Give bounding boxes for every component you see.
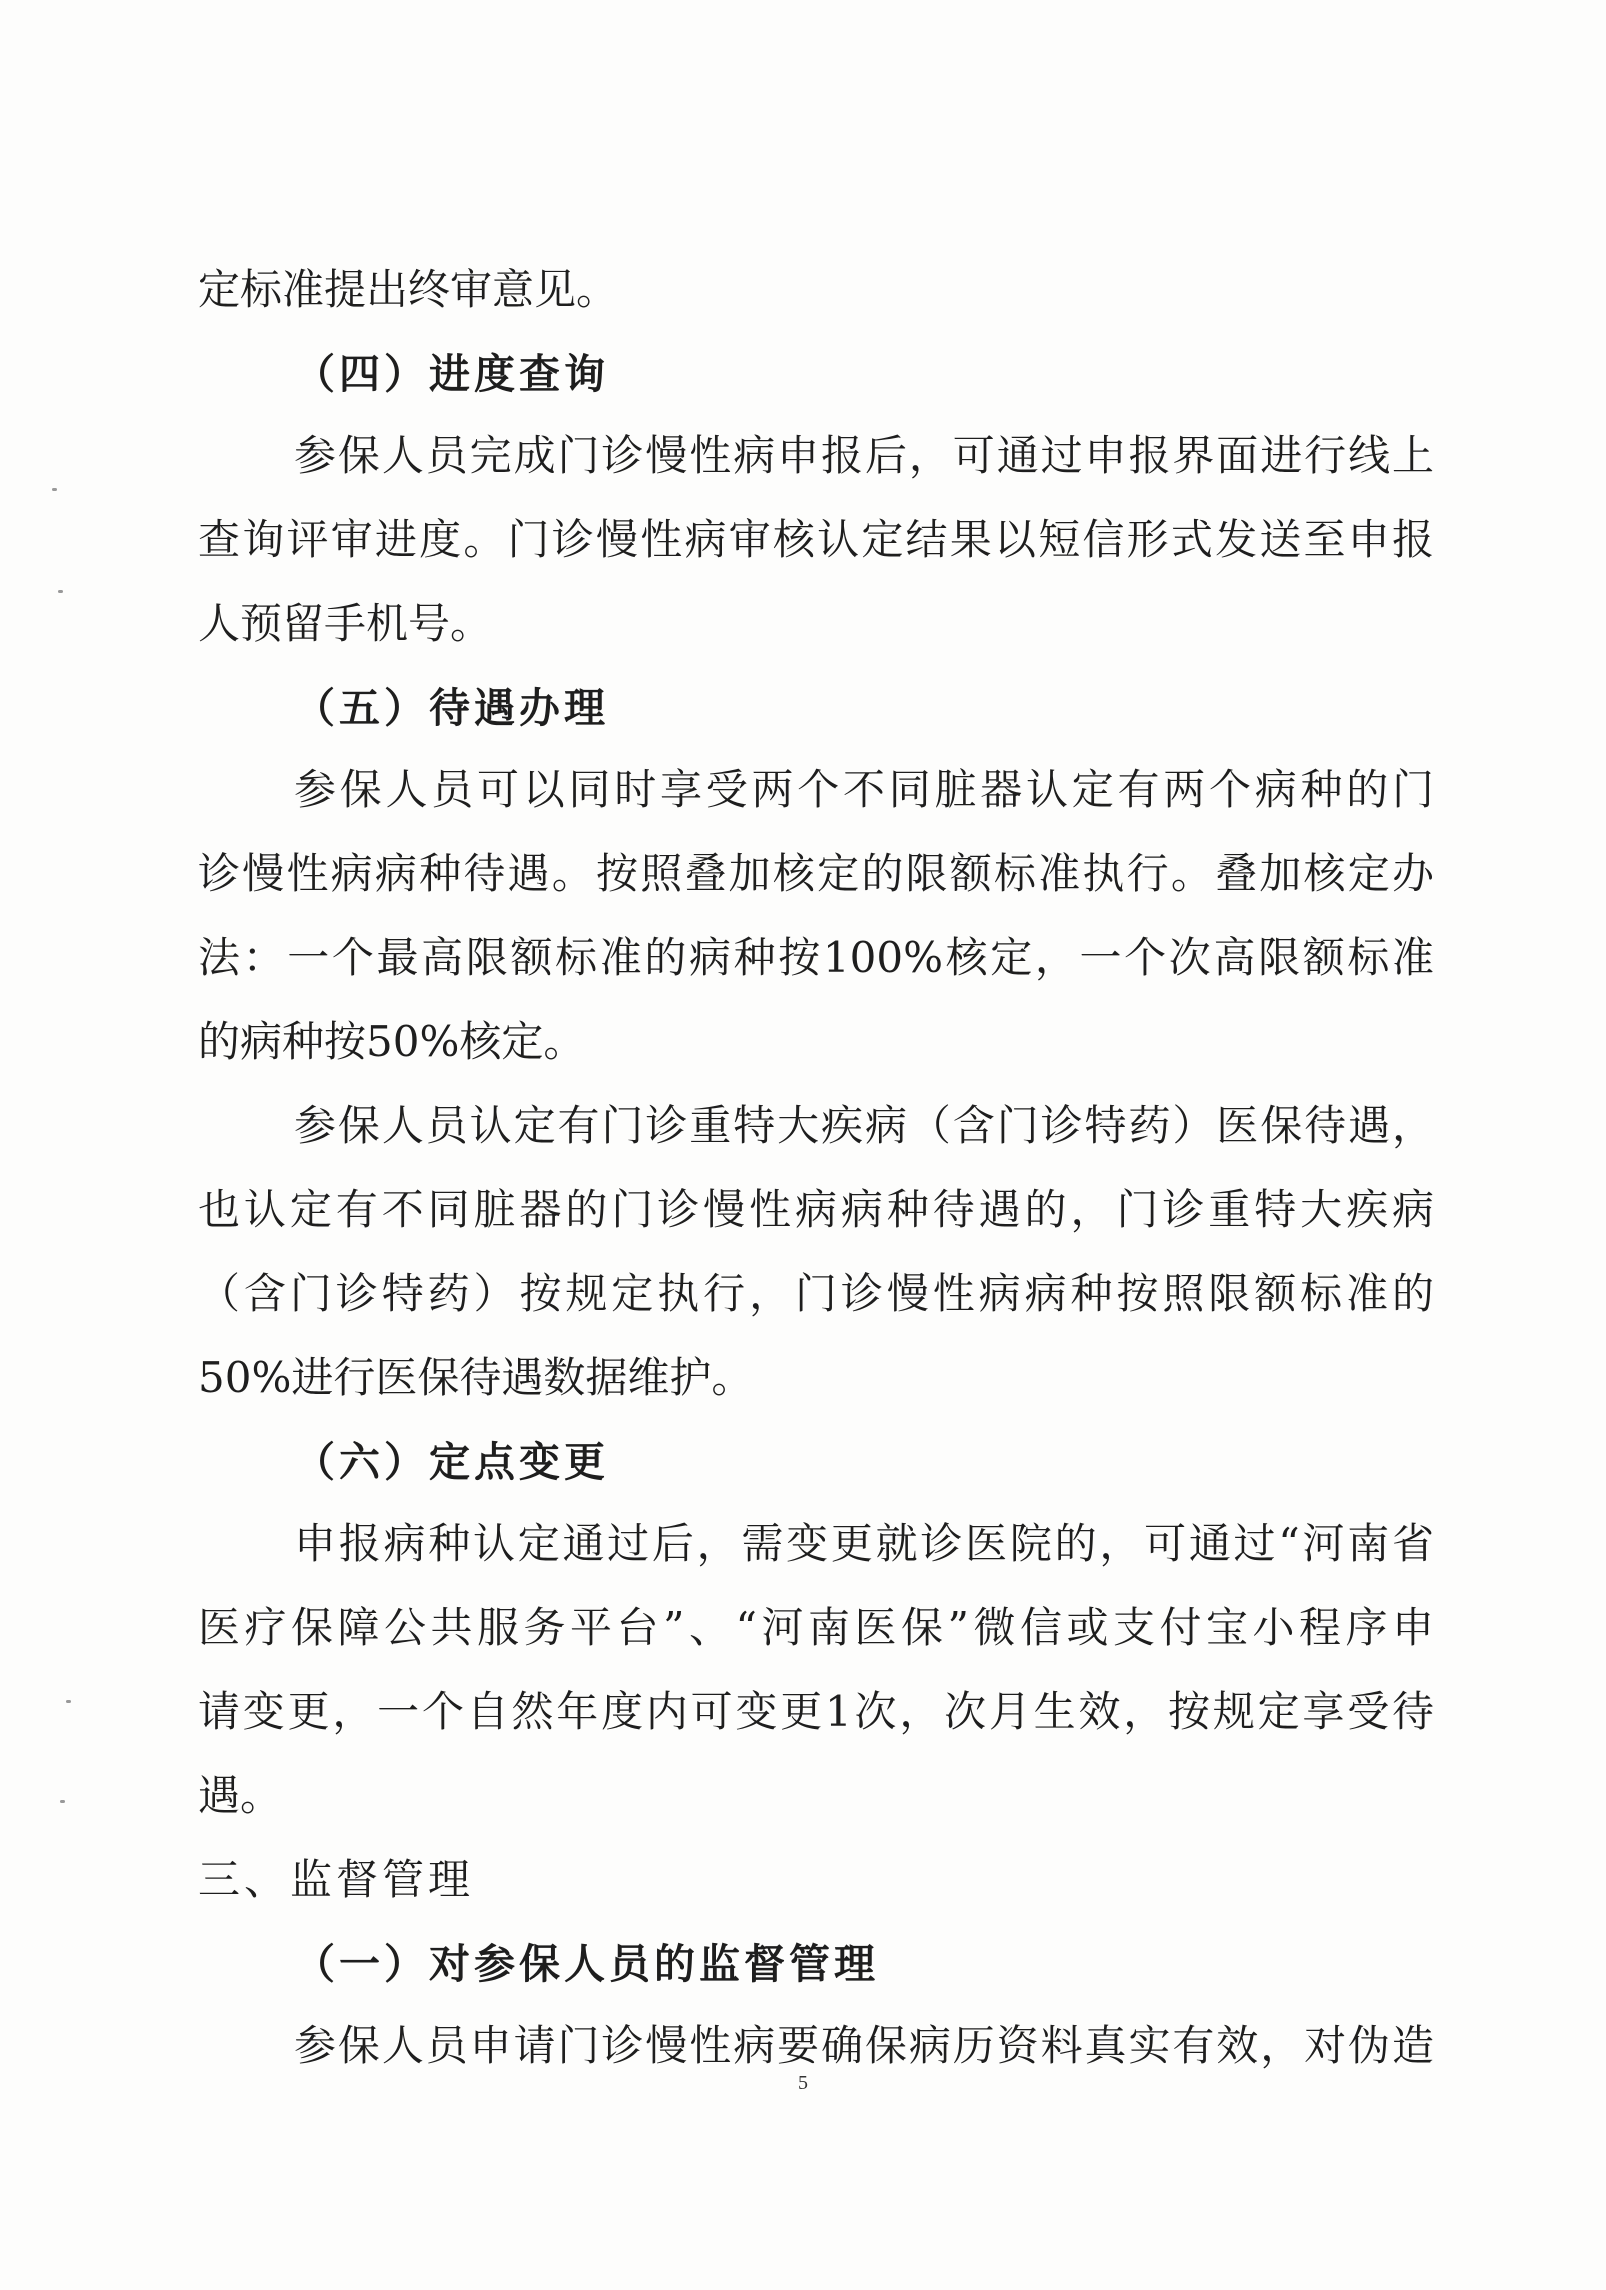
body-line: 遇。 (198, 1771, 283, 1820)
body-line: 也认定有不同脏器的门诊慢性病病种待遇的，门诊重特大疾病 (198, 1185, 1434, 1234)
scan-speck (52, 488, 57, 491)
body-line: 请变更，一个自然年度内可变更1次，次月生效，按规定享受待 (198, 1687, 1434, 1736)
body-line: （含门诊特药）按规定执行，门诊慢性病病种按照限额标准的 (198, 1269, 1434, 1318)
body-line: 参保人员完成门诊慢性病申报后，可通过申报界面进行线上 (294, 431, 1434, 480)
body-line: 参保人员申请门诊慢性病要确保病历资料真实有效，对伪造 (294, 2021, 1434, 2070)
body-line: 医疗保障公共服务平台”、“河南医保”微信或支付宝小程序申 (198, 1603, 1434, 1652)
body-line: 诊慢性病病种待遇。按照叠加核定的限额标准执行。叠加核定办 (198, 849, 1434, 898)
body-line: 定标准提出终审意见。 (198, 265, 619, 314)
section-heading-benefit-handling: （五）待遇办理 (294, 684, 609, 732)
scan-speck (58, 590, 63, 593)
section-heading-progress-query: （四）进度查询 (294, 350, 609, 398)
body-line: 法：一个最高限额标准的病种按100%核定，一个次高限额标准 (198, 933, 1434, 982)
body-line: 查询评审进度。门诊慢性病审核认定结果以短信形式发送至申报 (198, 515, 1434, 564)
body-line: 参保人员认定有门诊重特大疾病（含门诊特药）医保待遇， (294, 1101, 1434, 1150)
chapter-heading-supervision: 三、监督管理 (198, 1855, 475, 1904)
body-line: 参保人员可以同时享受两个不同脏器认定有两个病种的门 (294, 765, 1434, 814)
scan-speck (66, 1700, 71, 1703)
page-number: 5 (798, 2072, 808, 2094)
body-line: 人预留手机号。 (198, 599, 493, 648)
body-line: 的病种按50%核定。 (198, 1017, 586, 1066)
scan-speck (60, 1800, 65, 1803)
body-line: 申报病种认定通过后，需变更就诊医院的，可通过“河南省 (294, 1519, 1434, 1568)
section-heading-designated-change: （六）定点变更 (294, 1438, 609, 1486)
section-heading-insured-supervision: （一）对参保人员的监督管理 (294, 1940, 879, 1988)
body-line: 50%进行医保待遇数据维护。 (198, 1353, 754, 1402)
